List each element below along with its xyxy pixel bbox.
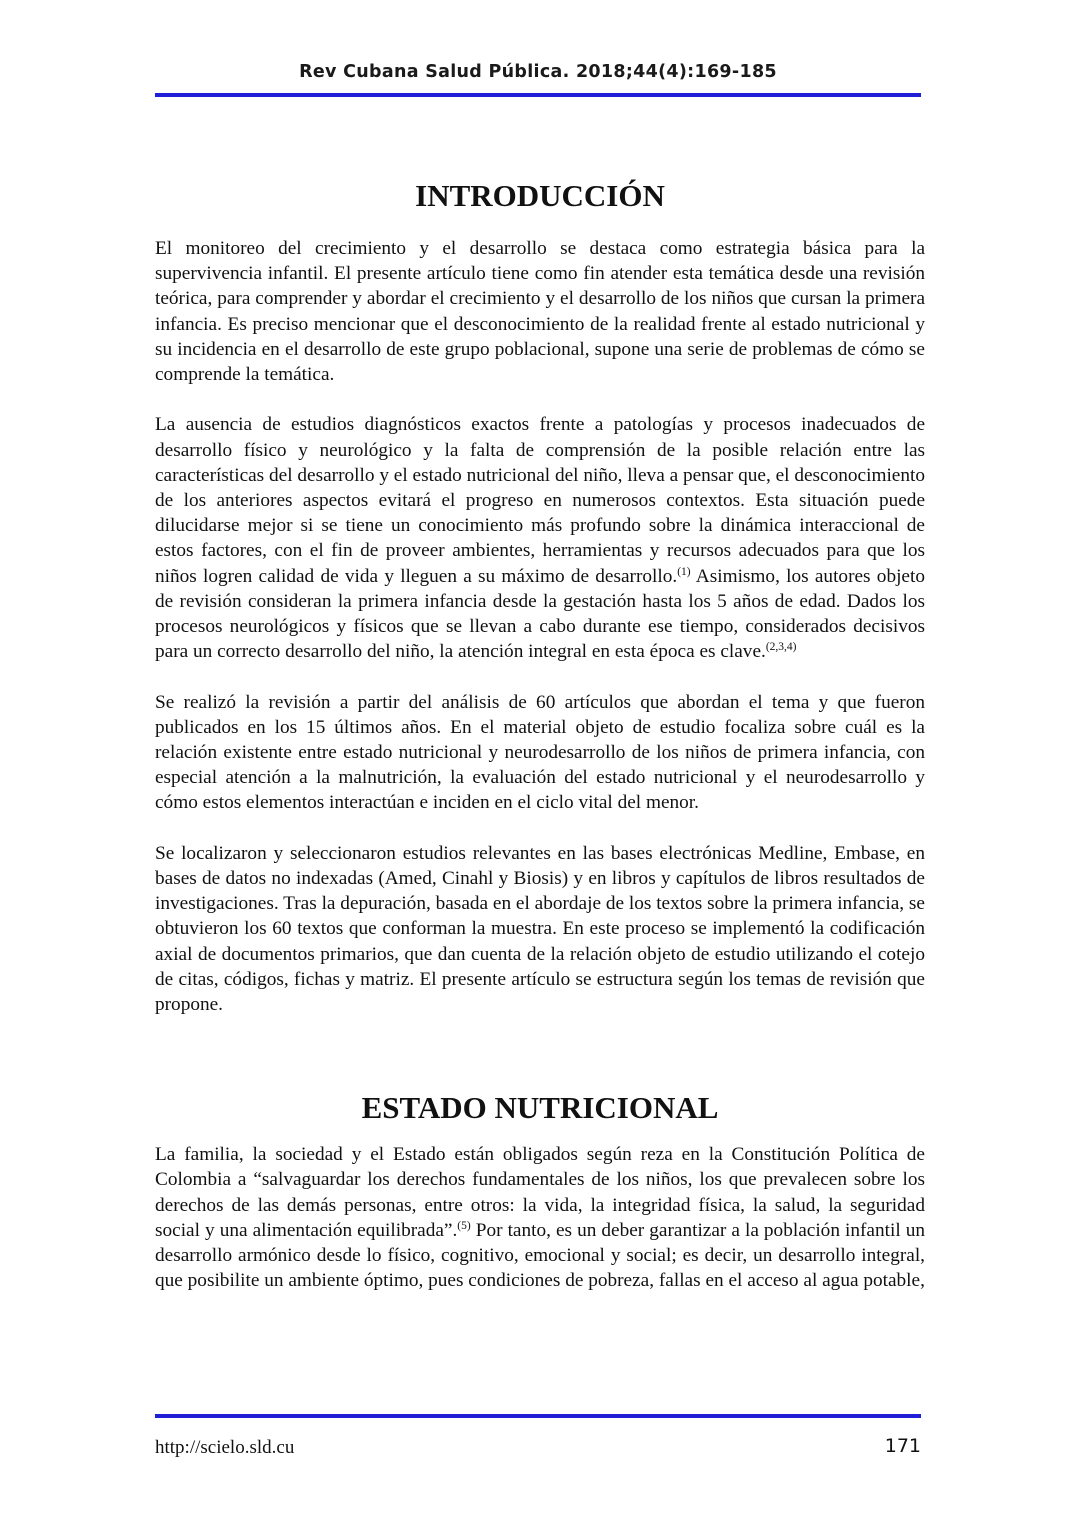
paragraph-text: Por tanto, es un deber garantizar a la población infantil un desarrollo armónico desde lo físico, cognitivo, emocional y social; es decir, un desarrollo integral, que posibilite un ambiente óptimo, pues condiciones de pobreza, fallas en el acceso al agua potable, (155, 1219, 925, 1292)
section-heading-estado-nutricional: ESTADO NUTRICIONAL (361, 1090, 719, 1126)
paragraph-text: La familia, la sociedad y el Estado están obligados según reza en la Constitución Política de Colombia a “salvaguardar los derechos fundamentales de los niños, los que prevalecen sobre los derechos de las demás personas, entre otros: la vida, la integridad física, la salud, la seguridad social y una alimentación equilibrada”. (155, 1144, 925, 1241)
paragraph-text: El monitoreo del crecimiento y el desarrollo se destaca como estrategia básica para la supervivencia infantil. El presente artículo tiene como fin atender esta temática desde una revisión teórica, para comprender y abordar el crecimiento y el desarrollo de los niños que cursan la primera infancia. Es preciso mencionar que el desconocimiento de la realidad frente al estado nutricional y su incidencia en el desarrollo de este grupo poblacional, supone una serie de problemas de cómo se comprende la temática. (155, 238, 925, 386)
section-heading-introduccion: INTRODUCCIÓN (415, 178, 665, 213)
header-rule (155, 93, 921, 97)
paragraph-intro-4 (155, 841, 925, 1017)
paragraph-intro-3 (155, 690, 925, 816)
running-head: Rev Cubana Salud Pública. 2018;44(4):169-185 (299, 62, 777, 82)
citation-marker: (2,3,4) (765, 641, 797, 654)
paragraph-text: Asimismo, los autores objeto de revisión consideran la primera infancia desde la gestación hasta los 5 años de edad. Dados los procesos neurológicos y físicos que se llevan a cabo durante ese tiempo, considerados decisivos para un correcto desarrollo del niño, la atención integral en esta época es clave. (155, 565, 925, 663)
paragraph-text: Se realizó la revisión a partir del análisis de 60 artículos que abordan el tema y que fueron publicados en los 15 últimos años. En el material objeto de estudio focaliza sobre cuál es la relación existente entre estado nutricional y neurodesarrollo de los niños de primera infancia, con especial atención a la malnutrición, la evaluación del estado nutricional y el neurodesarrollo y cómo estos elementos interactúan e inciden en el ciclo vital del menor. (155, 691, 925, 814)
article-body (155, 176, 925, 1319)
paragraph-nutricional-1 (155, 1142, 925, 1293)
footer-url: http://scielo.sld.cu (155, 1437, 295, 1458)
footer-rule (155, 1414, 921, 1418)
paragraph-intro-1 (155, 236, 925, 387)
paragraph-intro-2 (155, 412, 925, 664)
citation-marker: (1) (677, 565, 691, 578)
paragraph-text: La ausencia de estudios diagnósticos exactos frente a patologías y procesos inadecuados de desarrollo físico y neurológico y la falta de comprensión de la posible relación entre las características del desarrollo y el estado nutricional del niño, lleva a pensar que, el desconocimiento de los anteriores aspectos evitará el progreso en numerosos contextos. Esta situación puede dilucidarse mejor si se tiene un conocimiento más profundo sobre la dinámica interaccional de estos factores, con el fin de proveer ambientes, herramientas y recursos adecuados para que los niños logren calidad de vida y lleguen a su máximo de desarrollo. (155, 414, 925, 587)
page-number: 171 (884, 1435, 921, 1457)
paragraph-text: Se localizaron y seleccionaron estudios relevantes en las bases electrónicas Medline, Embase, en bases de datos no indexadas (Amed, Cinahl y Biosis) y en libros y capítulos de libros resultados de investigaciones. Tras la depuración, basada en el abordaje de los textos sobre la primera infancia, se obtuvieron los 60 textos que conforman la muestra. En este proceso se implementó la codificación axial de documentos primarios, que dan cuenta de la relación objeto de estudio utilizando el cotejo de citas, códigos, fichas y matriz. El presente artículo se estructura según los temas de revisión que propone. (155, 842, 925, 1016)
citation-marker: (5) (457, 1219, 471, 1232)
